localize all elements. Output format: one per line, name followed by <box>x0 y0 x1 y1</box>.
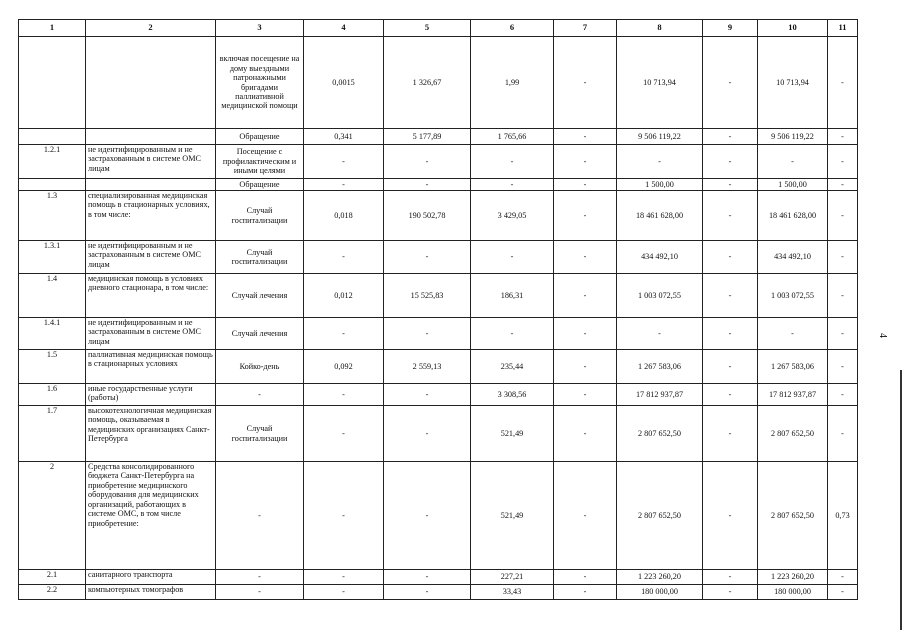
table-cell-col4: 0,018 <box>304 191 384 241</box>
table-cell-col1: 1.3 <box>19 191 86 241</box>
table-cell-col11: - <box>828 318 858 350</box>
table-cell-col6: - <box>471 241 554 274</box>
table-cell-col4: - <box>304 406 384 462</box>
table-cell-col3: - <box>216 585 304 600</box>
table-row <box>19 241 858 274</box>
table-cell-col8: 180 000,00 <box>617 585 703 600</box>
table-cell-col6: 1,99 <box>471 37 554 129</box>
table-cell-col3: Посещение с профилактическим и иными целями <box>216 145 304 179</box>
table-cell-col5: - <box>384 570 471 585</box>
table-cell-col11: - <box>828 145 858 179</box>
table-cell-col3: Случай госпитализации <box>216 406 304 462</box>
table-cell-col1: 2 <box>19 462 86 570</box>
table-cell-col5: 2 559,13 <box>384 350 471 384</box>
table-cell-col10: 1 223 260,20 <box>758 570 828 585</box>
table-cell-col5: - <box>384 406 471 462</box>
table-cell-col6: 227,21 <box>471 570 554 585</box>
table-row <box>19 585 858 600</box>
table-cell-col8: 2 807 652,50 <box>617 406 703 462</box>
table-cell-col6: 521,49 <box>471 462 554 570</box>
table-cell-col5: - <box>384 318 471 350</box>
header-cell: 5 <box>384 20 471 37</box>
page-edge-line <box>900 370 902 630</box>
table-row <box>19 406 858 462</box>
table-cell-col8: - <box>617 318 703 350</box>
table-cell-col11: - <box>828 585 858 600</box>
table-cell-col1 <box>19 129 86 145</box>
table-cell-col3: включая посещение на дому выездными патронажными бригадами паллиативной медицинской помощи <box>216 37 304 129</box>
table-cell-col9: - <box>703 241 758 274</box>
table-cell-col7: - <box>554 241 617 274</box>
header-cell: 1 <box>19 20 86 37</box>
table-cell-col5: 1 326,67 <box>384 37 471 129</box>
table-cell-col9: - <box>703 406 758 462</box>
table-cell-col7: - <box>554 179 617 191</box>
table-cell-col9: - <box>703 191 758 241</box>
table-cell-col7: - <box>554 129 617 145</box>
table-cell-col4: 0,012 <box>304 274 384 318</box>
table-cell-col6: 1 765,66 <box>471 129 554 145</box>
table-cell-col1: 1.6 <box>19 384 86 406</box>
table-cell-col11: - <box>828 274 858 318</box>
table-cell-col7: - <box>554 570 617 585</box>
header-cell: 4 <box>304 20 384 37</box>
table-row <box>19 384 858 406</box>
table-row <box>19 37 858 129</box>
table-cell-col2: не идентифицированным и не застрахованным в системе ОМС лицам <box>86 318 216 350</box>
table-cell-col6: - <box>471 145 554 179</box>
table-cell-col3: - <box>216 570 304 585</box>
table-cell-col11: - <box>828 570 858 585</box>
table-cell-col4: 0,0015 <box>304 37 384 129</box>
table-cell-col3: Койко-день <box>216 350 304 384</box>
table-cell-col10: 434 492,10 <box>758 241 828 274</box>
header-cell: 6 <box>471 20 554 37</box>
table-cell-col9: - <box>703 350 758 384</box>
column-number-row <box>19 20 858 37</box>
header-cell: 2 <box>86 20 216 37</box>
table-row <box>19 570 858 585</box>
table-row <box>19 191 858 241</box>
table-cell-col11: - <box>828 129 858 145</box>
table-cell-col3: - <box>216 462 304 570</box>
table-cell-col2 <box>86 179 216 191</box>
table-row <box>19 129 858 145</box>
header-cell: 10 <box>758 20 828 37</box>
table-cell-col8: - <box>617 145 703 179</box>
table-cell-col3: Случай госпитализации <box>216 241 304 274</box>
table-row <box>19 179 858 191</box>
table-cell-col1: 2.2 <box>19 585 86 600</box>
table-cell-col6: 521,49 <box>471 406 554 462</box>
table-cell-col4: 0,092 <box>304 350 384 384</box>
table-cell-col8: 9 506 119,22 <box>617 129 703 145</box>
table-cell-col4: - <box>304 318 384 350</box>
table-cell-col5: - <box>384 462 471 570</box>
table-cell-col3: Обращение <box>216 129 304 145</box>
table-cell-col6: 186,31 <box>471 274 554 318</box>
table-cell-col4: - <box>304 145 384 179</box>
table-cell-col1: 1.2.1 <box>19 145 86 179</box>
table-cell-col7: - <box>554 462 617 570</box>
table-cell-col2 <box>86 129 216 145</box>
table-cell-col9: - <box>703 570 758 585</box>
table-cell-col10: 2 807 652,50 <box>758 462 828 570</box>
table-cell-col8: 2 807 652,50 <box>617 462 703 570</box>
table-cell-col11: - <box>828 406 858 462</box>
table-cell-col8: 1 003 072,55 <box>617 274 703 318</box>
table-cell-col8: 10 713,94 <box>617 37 703 129</box>
table-cell-col3: Случай лечения <box>216 274 304 318</box>
table-cell-col10: 2 807 652,50 <box>758 406 828 462</box>
table-cell-col3: - <box>216 384 304 406</box>
table-cell-col7: - <box>554 37 617 129</box>
table-cell-col10: 9 506 119,22 <box>758 129 828 145</box>
table-cell-col2: санитарного транспорта <box>86 570 216 585</box>
table-cell-col4: - <box>304 241 384 274</box>
table-cell-col7: - <box>554 406 617 462</box>
table-cell-col11: - <box>828 241 858 274</box>
table-cell-col2: компьютерных томографов <box>86 585 216 600</box>
table-row <box>19 318 858 350</box>
table-cell-col1: 1.7 <box>19 406 86 462</box>
table-cell-col6: - <box>471 179 554 191</box>
table-cell-col2 <box>86 37 216 129</box>
table-cell-col5: 15 525,83 <box>384 274 471 318</box>
table-cell-col1: 1.3.1 <box>19 241 86 274</box>
table-cell-col6: 3 429,05 <box>471 191 554 241</box>
table-cell-col7: - <box>554 318 617 350</box>
table-row <box>19 274 858 318</box>
table-cell-col9: - <box>703 274 758 318</box>
table-cell-col5: - <box>384 145 471 179</box>
table-row <box>19 350 858 384</box>
table-cell-col11: 0,73 <box>828 462 858 570</box>
table-cell-col1: 2.1 <box>19 570 86 585</box>
table-cell-col8: 1 267 583,06 <box>617 350 703 384</box>
table-cell-col2: Средства консолидированного бюджета Санкт-Петербурга на приобретение медицинского оборудования для медицинских организаций, работающих в системе ОМС, в том числе приобретение: <box>86 462 216 570</box>
header-cell: 7 <box>554 20 617 37</box>
table-cell-col1: 1.5 <box>19 350 86 384</box>
table-cell-col4: 0,341 <box>304 129 384 145</box>
table-cell-col9: - <box>703 462 758 570</box>
header-cell: 8 <box>617 20 703 37</box>
table-cell-col7: - <box>554 384 617 406</box>
table-row <box>19 145 858 179</box>
table-cell-col8: 434 492,10 <box>617 241 703 274</box>
table-cell-col11: - <box>828 179 858 191</box>
table-cell-col1 <box>19 37 86 129</box>
budget-table <box>18 19 858 600</box>
table-cell-col10: 18 461 628,00 <box>758 191 828 241</box>
table-cell-col10: 180 000,00 <box>758 585 828 600</box>
table-cell-col5: 5 177,89 <box>384 129 471 145</box>
table-cell-col11: - <box>828 384 858 406</box>
table-cell-col1: 1.4 <box>19 274 86 318</box>
table-cell-col3: Обращение <box>216 179 304 191</box>
table-cell-col7: - <box>554 145 617 179</box>
table-cell-col9: - <box>703 37 758 129</box>
table-cell-col3: Случай лечения <box>216 318 304 350</box>
table-cell-col10: 1 267 583,06 <box>758 350 828 384</box>
table-cell-col8: 17 812 937,87 <box>617 384 703 406</box>
table-cell-col4: - <box>304 585 384 600</box>
table-cell-col9: - <box>703 384 758 406</box>
table-cell-col10: 1 003 072,55 <box>758 274 828 318</box>
table-cell-col9: - <box>703 129 758 145</box>
table-cell-col3: Случай госпитализации <box>216 191 304 241</box>
header-cell: 3 <box>216 20 304 37</box>
table-cell-col9: - <box>703 179 758 191</box>
table-cell-col4: - <box>304 570 384 585</box>
header-cell: 9 <box>703 20 758 37</box>
table-cell-col9: - <box>703 585 758 600</box>
header-cell: 11 <box>828 20 858 37</box>
table-cell-col10: 1 500,00 <box>758 179 828 191</box>
table-cell-col7: - <box>554 585 617 600</box>
table-cell-col4: - <box>304 462 384 570</box>
table-row <box>19 462 858 570</box>
table-body <box>19 20 858 600</box>
table-cell-col10: - <box>758 145 828 179</box>
table-cell-col4: - <box>304 384 384 406</box>
table-cell-col9: - <box>703 318 758 350</box>
table-cell-col4: - <box>304 179 384 191</box>
table-cell-col8: 1 223 260,20 <box>617 570 703 585</box>
table-cell-col5: - <box>384 179 471 191</box>
table-cell-col2: не идентифицированным и не застрахованным в системе ОМС лицам <box>86 145 216 179</box>
table-cell-col8: 1 500,00 <box>617 179 703 191</box>
table-cell-col11: - <box>828 191 858 241</box>
table-cell-col11: - <box>828 350 858 384</box>
table-cell-col10: - <box>758 318 828 350</box>
table-cell-col5: - <box>384 384 471 406</box>
table-cell-col6: - <box>471 318 554 350</box>
table-cell-col9: - <box>703 145 758 179</box>
table-cell-col8: 18 461 628,00 <box>617 191 703 241</box>
table-cell-col6: 33,43 <box>471 585 554 600</box>
table-cell-col2: медицинская помощь в условиях дневного стационара, в том числе: <box>86 274 216 318</box>
page-number: 4 <box>877 333 888 338</box>
table-cell-col7: - <box>554 191 617 241</box>
table-cell-col10: 10 713,94 <box>758 37 828 129</box>
table-cell-col1 <box>19 179 86 191</box>
table-cell-col2: высокотехнологичная медицинская помощь, оказываемая в медицинских организациях Санкт-Петербурга <box>86 406 216 462</box>
table-cell-col10: 17 812 937,87 <box>758 384 828 406</box>
table-cell-col6: 235,44 <box>471 350 554 384</box>
table-cell-col6: 3 308,56 <box>471 384 554 406</box>
table-cell-col2: специализированная медицинская помощь в стационарных условиях, в том числе: <box>86 191 216 241</box>
table-cell-col5: - <box>384 585 471 600</box>
table-cell-col7: - <box>554 274 617 318</box>
table-cell-col2: иные государственные услуги (работы) <box>86 384 216 406</box>
table-cell-col7: - <box>554 350 617 384</box>
table-cell-col1: 1.4.1 <box>19 318 86 350</box>
table-cell-col5: - <box>384 241 471 274</box>
table-cell-col5: 190 502,78 <box>384 191 471 241</box>
table-cell-col11: - <box>828 37 858 129</box>
table-cell-col2: паллиативная медицинская помощь в стационарных условиях <box>86 350 216 384</box>
table-cell-col2: не идентифицированным и не застрахованным в системе ОМС лицам <box>86 241 216 274</box>
